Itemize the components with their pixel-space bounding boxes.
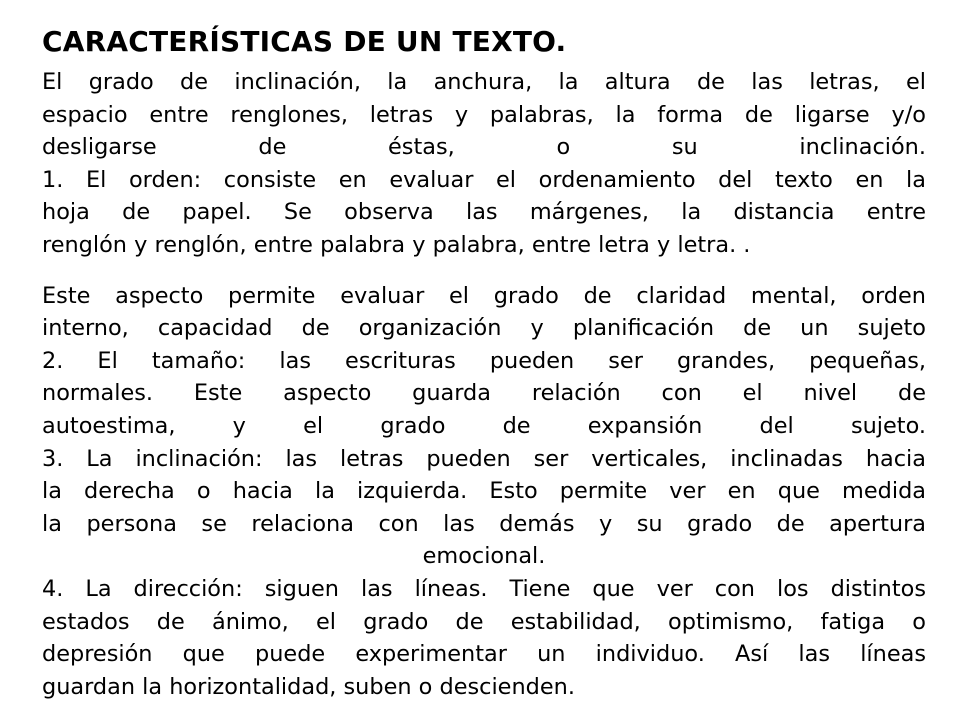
text-line: depresión que puede experimentar un individuo. Así las líneas — [42, 641, 926, 668]
text-line: 1. El orden: consiste en evaluar el ordenamiento del texto en la — [42, 166, 926, 193]
text-line: desligarse de éstas, o su inclinación. — [42, 134, 926, 161]
text-line: 3. La inclinación: las letras pueden ser verticales, inclinadas hacia — [42, 445, 926, 472]
text-line: normales. Este aspecto guarda relación con el nivel de — [42, 380, 926, 407]
slide-content — [42, 22, 926, 703]
text-line: espacio entre renglones, letras y palabras, la forma de ligarse y/o — [42, 101, 926, 128]
text-line: la derecha o hacia la izquierda. Esto permite ver en que medida — [42, 478, 926, 505]
text-line: emocional. — [422, 543, 546, 570]
text-line: estados de ánimo, el grado de estabilidad, optimismo, fatiga o — [42, 608, 926, 635]
text-line: Este aspecto permite evaluar el grado de claridad mental, orden — [42, 282, 926, 309]
text-line: hoja de papel. Se observa las márgenes, la distancia entre — [42, 199, 926, 226]
text-line: 4. La dirección: siguen las líneas. Tiene que ver con los distintos — [42, 575, 926, 602]
text-line: interno, capacidad de organización y planificación de un sujeto — [42, 315, 926, 342]
text-line: El grado de inclinación, la anchura, la altura de las letras, el — [42, 69, 926, 95]
text-line: la persona se relaciona con las demás y su grado de apertura — [42, 510, 926, 537]
paragraph-1 — [42, 66, 926, 262]
paragraph-gap — [42, 262, 926, 280]
text-line: autoestima, y el grado de expansión del sujeto. — [42, 412, 926, 439]
text-line: guardan la horizontalidad, suben o descienden. — [42, 673, 575, 700]
text-line: 2. El tamaño: las escrituras pueden ser grandes, pequeñas, — [42, 347, 926, 374]
paragraph-2 — [42, 280, 926, 704]
page-title: CARACTERÍSTICAS DE UN TEXTO. — [42, 25, 567, 58]
text-line: renglón y renglón, entre palabra y palabra, entre letra y letra. . — [42, 231, 751, 258]
